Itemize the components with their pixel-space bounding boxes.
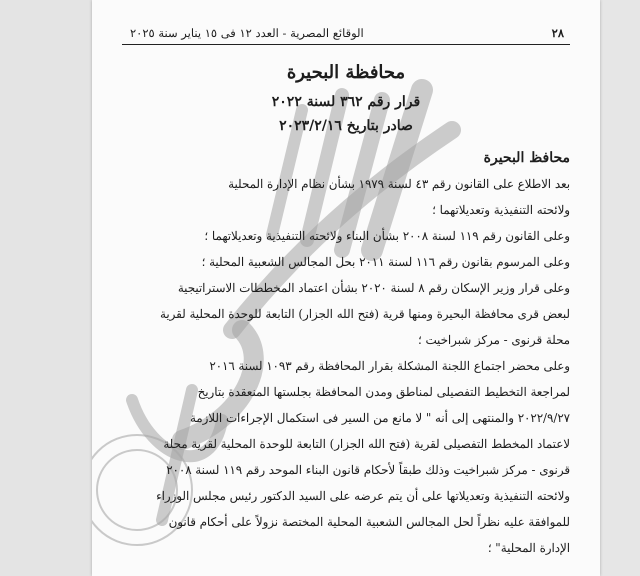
body-line-14: للموافقة عليه نظراً لحل المجالس الشعبية المحلية المختصة نزولاً على أحكام قانون (168, 515, 570, 529)
body-line-15: الإدارة المحلية" ؛ (487, 541, 570, 555)
body-line-4: وعلى المرسوم بقانون رقم ١١٦ لسنة ٢٠١١ بحل المجالس الشعبية المحلية ؛ (201, 255, 570, 269)
body-line-7: محلة قرنوى - مركز شبراخيت ؛ (417, 333, 570, 347)
body-line-8: وعلى محضر اجتماع اللجنة المشكلة بقرار المحافظة رقم ١٠٩٣ لسنة ٢٠١٦ (209, 359, 570, 373)
body-line-9: لمراجعة التخطيط التفصيلى لمناطق ومدن المحافظة بجلستها المنعقدة بتاريخ (197, 385, 570, 399)
decree-number: قرار رقم ٣٦٢ لسنة ٢٠٢٢ (271, 94, 421, 110)
document-page (92, 0, 600, 576)
body-line-5: وعلى قرار وزير الإسكان رقم ٨ لسنة ٢٠٢٠ بشأن اعتماد المخططات الاستراتيجية (177, 281, 570, 295)
body-line-3: وعلى القانون رقم ١١٩ لسنة ٢٠٠٨ بشأن البناء ولائحته التنفيذية وتعديلاتهما ؛ (204, 229, 570, 243)
body-line-1: بعد الاطلاع على القانون رقم ٤٣ لسنة ١٩٧٩ بشأن نظام الإدارة المحلية (228, 177, 570, 191)
document-heading: محافظة البحيرة (286, 62, 406, 83)
page-header (122, 26, 570, 45)
issuer-title: محافظ البحيرة (483, 150, 570, 166)
viewer-background-right (600, 0, 640, 576)
body-line-10: ٢٠٢٢/٩/٢٧ والمنتهى إلى أنه " لا مانع من السير فى استكمال الإجراءات اللازمة (189, 411, 570, 425)
viewer-background-left (0, 0, 92, 576)
body-line-12: قرنوى - مركز شبراخيت وذلك طبقاً لأحكام قانون البناء الموحد رقم ١١٩ لسنة ٢٠٠٨ (166, 463, 570, 477)
body-line-2: ولائحته التنفيذية وتعديلاتهما ؛ (432, 203, 570, 217)
page-number: ٢٨ (551, 26, 564, 40)
body-line-13: ولائحته التنفيذية وتعديلاتها على أن يتم عرضه على السيد الدكتور رئيس مجلس الوزراء (156, 489, 570, 503)
body-line-6: لبعض قرى محافظة البحيرة ومنها قرية (فتح الله الجزار) التابعة للوحدة المحلية لقرية (160, 307, 570, 321)
gazette-title: الوقائع المصرية - العدد ١٢ فى ١٥ يناير سنة ٢٠٢٥ (130, 26, 364, 40)
document-content (122, 0, 570, 576)
body-line-11: لاعتماد المخطط التفصيلى لقرية (فتح الله الجزار) التابعة للوحدة المحلية لقرية محلة (163, 437, 570, 451)
issue-date: صادر بتاريخ ٢٠٢٣/٢/١٦ (279, 118, 413, 134)
